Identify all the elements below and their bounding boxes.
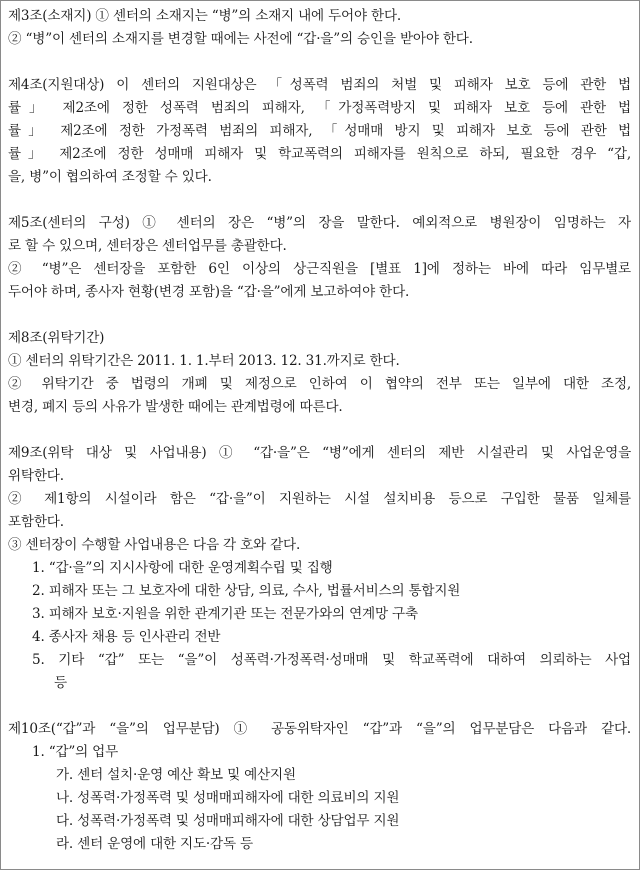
article-9-line-3: ② 제1항의 시설이라 함은 “갑·을”이 지원하는 시설 설치비용 등으로 구입한 물품 일체를 <box>8 491 631 507</box>
article-3-line-2: ② “병”이 센터의 소재지를 변경할 때에는 사전에 “갑·을”의 승인을 받아야 한다. <box>8 31 473 47</box>
article-8-title: 제8조(위탁기간) <box>8 330 105 346</box>
article-9-item-5-cont: 등 <box>54 675 67 691</box>
spacer <box>8 189 631 212</box>
article-4-line-1: 제4조(지원대상) 이 센터의 지원대상은 「성폭력 범죄의 처벌 및 피해자 보호 등에 관한 법 <box>8 77 631 93</box>
article-10-line-1: 제10조(“갑”과 “을”의 업무분담) ① 공동위탁자인 “갑”과 “을”의 업무분담은 다음과 같다. <box>8 721 631 737</box>
article-10-sub-2: 나. 성폭력·가정폭력 및 성매매피해자에 대한 의료비의 지원 <box>56 790 400 806</box>
article-9-item-1: 1. “갑·을”의 지시사항에 대한 운영계획수립 및 집행 <box>32 560 333 576</box>
article-8-line-2: ② 위탁기간 중 법령의 개폐 및 제정으로 인하여 이 협약의 전부 또는 일부에 대한 조정, <box>8 376 631 392</box>
article-9-line-4: 포함한다. <box>8 514 64 530</box>
article-4-line-4: 률」 제2조에 정한 성매매 피해자 및 학교폭력의 피해자를 원칙으로 하되, 필요한 경우 “갑, <box>8 146 631 162</box>
article-8-line-3: 변경, 폐지 등의 사유가 발생한 때에는 관계법령에 따른다. <box>8 399 343 415</box>
article-9-item-2: 2. 피해자 또는 그 보호자에 대한 상담, 의료, 수사, 법률서비스의 통합지원 <box>32 583 461 599</box>
article-9-line-2: 위탁한다. <box>8 468 64 484</box>
article-9-item-5: 5. 기타 “갑” 또는 “을”이 성폭력·가정폭력·성매매 및 학교폭력에 대하여 의뢰하는 사업 <box>32 652 631 668</box>
article-9-item-3: 3. 피해자 보호·지원을 위한 관계기관 또는 전문가와의 연계망 구축 <box>32 606 418 622</box>
article-3-line-1: 제3조(소재지) ① 센터의 소재지는 “병”의 소재지 내에 두어야 한다. <box>8 8 401 24</box>
article-4-line-5: 을, 병”이 협의하여 조정할 수 있다. <box>8 169 212 185</box>
article-5-line-3: ② “병”은 센터장을 포함한 6인 이상의 상근직원을 [별표 1]에 정하는 바에 따라 임무별로 <box>8 261 631 277</box>
spacer <box>8 695 631 718</box>
article-9-line-1: 제9조(위탁 대상 및 사업내용) ① “갑·을”은 “병”에게 센터의 제반 시설관리 및 사업운영을 <box>8 445 631 461</box>
article-8-line-1: ① 센터의 위탁기간은 2011. 1. 1.부터 2013. 12. 31.까지로 한다. <box>8 353 400 369</box>
article-10-sub-3: 다. 성폭력·가정폭력 및 성매매피해자에 대한 상담업무 지원 <box>56 813 400 829</box>
spacer <box>8 304 631 327</box>
article-10-sub-1: 가. 센터 설치·운영 예산 확보 및 예산지원 <box>56 767 296 783</box>
spacer <box>8 51 631 74</box>
article-5-line-2: 로 할 수 있으며, 센터장은 센터업무를 총괄한다. <box>8 238 287 254</box>
spacer <box>8 419 631 442</box>
article-4-line-3: 률」 제2조에 정한 가정폭력 범죄의 피해자, 「성매매 방지 및 피해자 보호 등에 관한 법 <box>8 123 631 139</box>
article-10-sub-4: 라. 센터 운영에 대한 지도·감독 등 <box>56 836 253 852</box>
article-5-line-4: 두어야 하며, 종사자 현황(변경 포함)을 “갑·을”에게 보고하여야 한다. <box>8 284 410 300</box>
article-4-line-2: 률」 제2조에 정한 성폭력 범죄의 피해자, 「가정폭력방지 및 피해자 보호 등에 관한 법 <box>8 100 631 116</box>
article-10-item-1: 1. “갑”의 업무 <box>32 744 119 760</box>
article-5-line-1: 제5조(센터의 구성) ① 센터의 장은 “병”의 장을 말한다. 예외적으로 병원장이 임명하는 자 <box>8 215 631 231</box>
article-9-item-4: 4. 종사자 채용 등 인사관리 전반 <box>32 629 221 645</box>
article-9-line-5: ③ 센터장이 수행할 사업내용은 다음 각 호와 같다. <box>8 537 301 553</box>
